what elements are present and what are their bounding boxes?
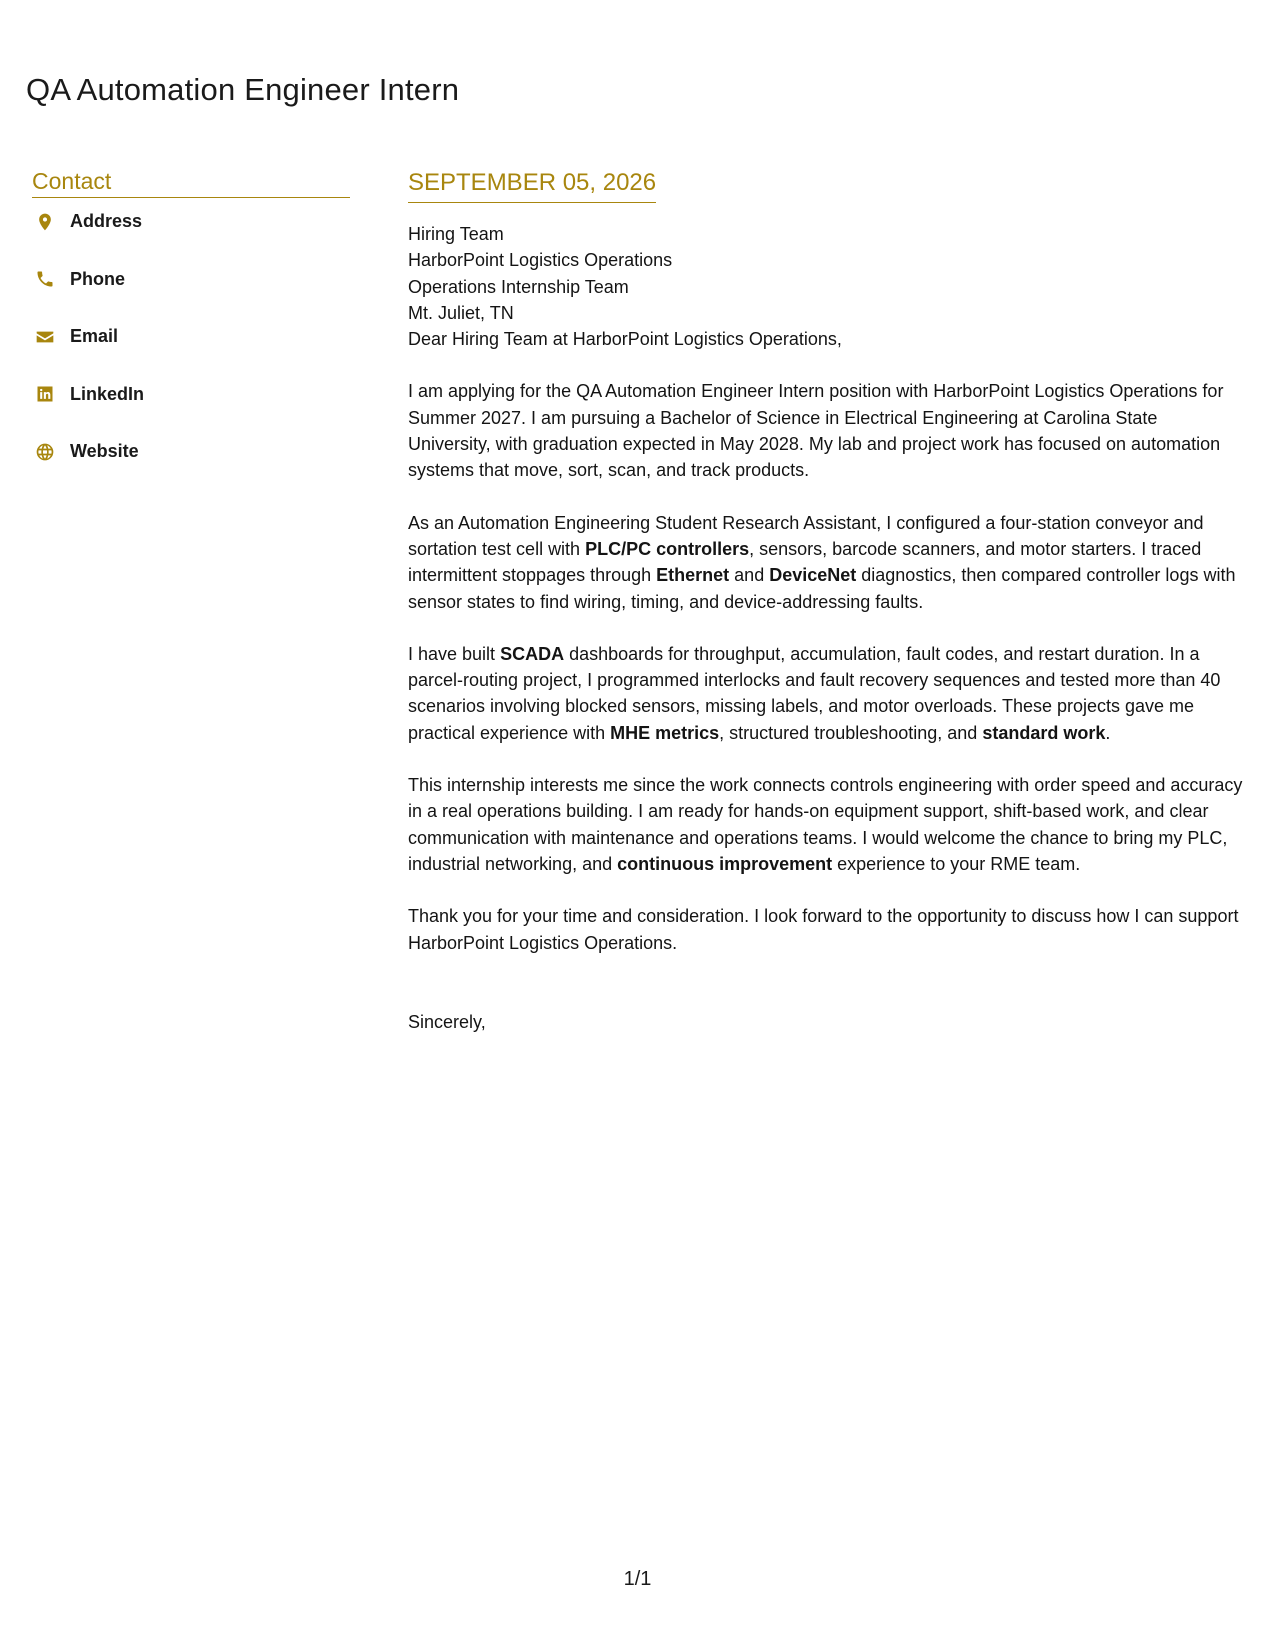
highlight-text: SCADA <box>500 643 565 664</box>
letter-date: SEPTEMBER 05, 2026 <box>408 168 656 203</box>
contact-item-address[interactable] <box>32 193 350 251</box>
contact-label: Phone <box>70 268 126 289</box>
contact-label: Website <box>70 441 139 462</box>
envelope-icon <box>34 326 56 348</box>
paragraph-intro: I am applying for the QA Automation Engineer Intern position with HarborPoint Logistics Operations for Summer 2027. I am pursuing a Bachelor of Science in Electrical Engineering at Carolina State University, with graduation expected in May 2028. My lab and project work has focused on automation systems that move, sort, scan, and track products. <box>408 381 1224 481</box>
globe-icon <box>34 441 56 463</box>
paragraph-scada <box>408 641 1243 746</box>
paragraph-text: I have built <box>408 643 501 664</box>
paragraph-text: and <box>729 565 770 586</box>
contact-item-website[interactable] <box>32 423 350 481</box>
contact-label: Email <box>70 326 119 347</box>
recipient-line: HarborPoint Logistics Operations <box>408 250 673 271</box>
highlight-text: PLC/PC controllers <box>585 538 750 559</box>
contact-list <box>32 193 350 481</box>
paragraph-text: . <box>1105 722 1111 743</box>
contact-sidebar <box>32 167 350 481</box>
closing: Sincerely, <box>408 1011 486 1032</box>
contact-item-phone[interactable] <box>32 251 350 309</box>
document-title: QA Automation Engineer Intern <box>26 72 460 107</box>
contact-label: LinkedIn <box>70 383 145 404</box>
highlight-text: standard work <box>982 722 1106 743</box>
letter-body <box>408 168 1243 1035</box>
paragraph-text: dashboards for throughput, accumulation, fault codes, and restart duration. In a parcel-routing project, I programmed interlocks and fault recovery sequences and tested more than 40 scenarios involving blocked sensors, missing labels, and motor overloads. These projects gave me practical experience with <box>408 643 1221 743</box>
paragraph-text: diagnostics, then compared controller logs with sensor states to find wiring, timing, and device-addressing faults. <box>408 565 1236 612</box>
highlight-text: continuous improvement <box>617 853 833 874</box>
recipient-block <box>408 221 1243 326</box>
contact-label: Address <box>70 211 143 232</box>
recipient-line: Operations Internship Team <box>408 276 629 297</box>
paragraph-text: experience to your RME team. <box>832 853 1081 874</box>
recipient-line: Hiring Team <box>408 224 504 244</box>
paragraph-thanks: Thank you for your time and consideration. I look forward to the opportunity to discuss how I can support HarborPoint Logistics Operations. <box>408 906 1239 953</box>
linkedin-icon <box>34 383 56 405</box>
phone-icon <box>34 268 56 290</box>
paragraph-interest <box>408 772 1243 877</box>
paragraph-text: As an Automation Engineering Student Research Assistant, I configured a four-station conveyor and sortation test cell with <box>408 512 1204 559</box>
paragraph-research <box>408 510 1243 615</box>
recipient-line: Mt. Juliet, TN <box>408 302 514 323</box>
contact-item-linkedin[interactable] <box>32 366 350 424</box>
paragraph-text: This internship interests me since the work connects controls engineering with order speed and accuracy in a real operations building. I am ready for hands-on equipment support, shift-based work, and clear communication with maintenance and operations teams. I would welcome the chance to bring my PLC, industrial networking, and <box>408 775 1243 874</box>
salutation: Dear Hiring Team at HarborPoint Logistics Operations, <box>408 329 842 350</box>
highlight-text: Ethernet <box>656 565 730 586</box>
map-pin-icon <box>34 211 56 233</box>
paragraph-text: , sensors, barcode scanners, and motor starters. I traced intermittent stoppages through <box>408 538 1202 586</box>
highlight-text: MHE metrics <box>610 722 720 743</box>
page-number: 1/1 <box>623 1568 652 1590</box>
contact-item-email[interactable] <box>32 308 350 366</box>
paragraph-text: , structured troubleshooting, and <box>719 722 983 743</box>
highlight-text: DeviceNet <box>769 565 857 586</box>
contact-heading: Contact <box>32 167 350 198</box>
